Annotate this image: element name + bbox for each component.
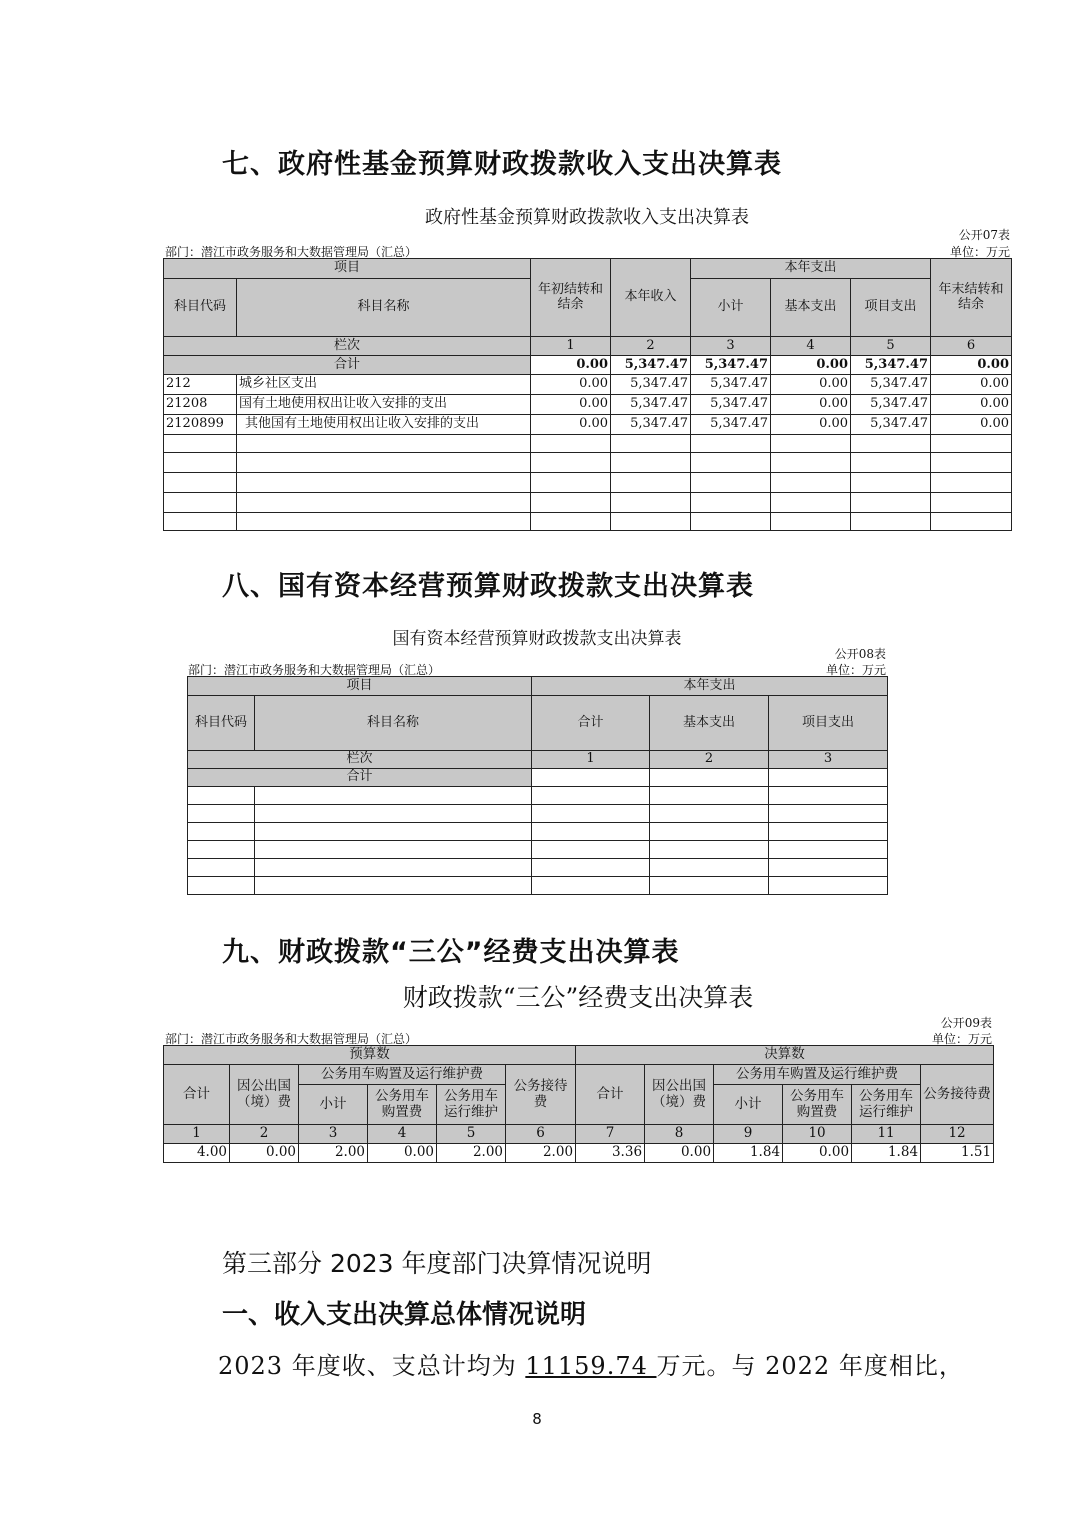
t9-h-budget: 预算数 xyxy=(164,1046,576,1065)
t9-cell: 4.00 xyxy=(164,1144,230,1163)
t7-cell: 0.00 xyxy=(931,415,1012,435)
para-text-b: 万元。与 2022 年度相比， xyxy=(656,1352,964,1380)
table8-unit: 单位：万元 xyxy=(825,663,886,677)
t7-name: 其他国有土地使用权出让收入安排的支出 xyxy=(237,415,531,435)
t7-col-no: 4 xyxy=(771,337,851,356)
t7-col-no: 6 xyxy=(931,337,1012,356)
t8-h-code: 科目代码 xyxy=(188,696,255,751)
t7-cell: 5,347.47 xyxy=(611,375,691,395)
t9-col-no: 2 xyxy=(230,1125,299,1144)
t7-cell: 5,347.47 xyxy=(851,375,931,395)
empty-row xyxy=(164,473,1012,493)
t7-h-project-exp: 项目支出 xyxy=(851,279,931,337)
table7-form-no: 公开07表 xyxy=(958,228,1010,242)
empty-row xyxy=(164,435,1012,453)
table7 xyxy=(163,258,1012,531)
t7-col-no: 3 xyxy=(691,337,771,356)
t7-lanci: 栏次 xyxy=(164,337,531,356)
part3-title: 第三部分 2023 年度部门决算情况说明 xyxy=(222,1249,652,1278)
t9-col-no: 10 xyxy=(783,1125,852,1144)
empty-row xyxy=(188,787,888,805)
t8-col-no: 1 xyxy=(532,751,650,769)
t9-h-total: 合计 xyxy=(576,1065,645,1125)
t7-h-project: 项目 xyxy=(164,259,531,279)
t7-code: 2120899 xyxy=(164,415,237,435)
t7-code: 212 xyxy=(164,375,237,395)
t9-cell: 0.00 xyxy=(230,1144,299,1163)
table-row xyxy=(164,375,1012,395)
empty-row xyxy=(164,493,1012,513)
table9-unit: 单位：万元 xyxy=(931,1032,992,1046)
empty-row xyxy=(188,805,888,823)
t9-h-reception: 公务接待费 xyxy=(921,1065,994,1125)
t9-col-no: 4 xyxy=(368,1125,437,1144)
table9-title: 财政拨款“三公”经费支出决算表 xyxy=(402,983,754,1012)
t7-cell: 0.00 xyxy=(771,415,851,435)
t7-h-income: 本年收入 xyxy=(611,259,691,337)
t9-h-subtotal: 小计 xyxy=(714,1085,783,1125)
t8-h-basic: 基本支出 xyxy=(650,696,769,751)
t7-total-cell: 0.00 xyxy=(771,356,851,375)
t8-col-no: 3 xyxy=(769,751,888,769)
t7-cell: 0.00 xyxy=(531,395,611,415)
table7-title: 政府性基金预算财政拨款收入支出决算表 xyxy=(425,207,749,228)
t8-total-label: 合计 xyxy=(188,769,532,787)
table9 xyxy=(163,1045,994,1163)
t7-total-cell: 0.00 xyxy=(931,356,1012,375)
t7-col-no: 2 xyxy=(611,337,691,356)
t7-h-basic: 基本支出 xyxy=(771,279,851,337)
t9-col-no: 9 xyxy=(714,1125,783,1144)
t7-h-carry-begin: 年初结转和结余 xyxy=(531,259,611,337)
t9-cell: 2.00 xyxy=(299,1144,368,1163)
table9-dept: 部门：潜江市政务服务和大数据管理局（汇总） xyxy=(165,1032,418,1046)
t9-cell: 0.00 xyxy=(783,1144,852,1163)
section9-heading: 九、财政拨款“三公”经费支出决算表 xyxy=(222,937,680,968)
empty-row xyxy=(164,513,1012,531)
t7-cell: 0.00 xyxy=(531,375,611,395)
t7-cell: 0.00 xyxy=(771,395,851,415)
t9-h-subtotal: 小计 xyxy=(299,1085,368,1125)
table8-dept: 部门：潜江市政务服务和大数据管理局（汇总） xyxy=(188,663,441,677)
t7-name: 国有土地使用权出让收入安排的支出 xyxy=(237,395,531,415)
t9-h-vehicle: 公务用车购置及运行维护费 xyxy=(714,1065,921,1085)
t7-h-subtotal: 小计 xyxy=(691,279,771,337)
t7-cell: 0.00 xyxy=(931,375,1012,395)
t8-h-total: 合计 xyxy=(532,696,650,751)
t9-cell: 1.84 xyxy=(714,1144,783,1163)
t9-h-vehicle: 公务用车购置及运行维护费 xyxy=(299,1065,506,1085)
t7-name: 城乡社区支出 xyxy=(237,375,531,395)
t7-total-cell: 0.00 xyxy=(531,356,611,375)
t9-cell: 0.00 xyxy=(368,1144,437,1163)
t9-col-no: 3 xyxy=(299,1125,368,1144)
t7-h-expense: 本年支出 xyxy=(691,259,931,279)
empty-row xyxy=(188,841,888,859)
t9-h-reception: 公务接待费 xyxy=(506,1065,576,1125)
t9-h-abroad: 因公出国（境）费 xyxy=(645,1065,714,1125)
t7-col-no: 5 xyxy=(851,337,931,356)
empty-row xyxy=(188,859,888,877)
t8-h-expense: 本年支出 xyxy=(532,677,888,696)
para-amount: 11159.74 xyxy=(525,1352,657,1380)
t7-cell: 5,347.47 xyxy=(851,395,931,415)
t9-cell: 0.00 xyxy=(645,1144,714,1163)
t7-h-carry-end: 年末结转和结余 xyxy=(931,259,1012,337)
t9-cell: 3.36 xyxy=(576,1144,645,1163)
t7-cell: 0.00 xyxy=(931,395,1012,415)
table7-unit: 单位：万元 xyxy=(949,245,1010,259)
t7-cell: 5,347.47 xyxy=(611,395,691,415)
t7-total-cell: 5,347.47 xyxy=(851,356,931,375)
t9-col-no: 1 xyxy=(164,1125,230,1144)
t7-total-label: 合计 xyxy=(164,356,531,375)
t9-cell: 2.00 xyxy=(437,1144,506,1163)
t9-h-operate: 公务用车运行维护 xyxy=(437,1085,506,1125)
t8-h-project-exp: 项目支出 xyxy=(769,696,888,751)
empty-row xyxy=(188,877,888,895)
section7-heading: 七、政府性基金预算财政拨款收入支出决算表 xyxy=(222,149,782,180)
table-row xyxy=(164,1144,994,1163)
t9-col-no: 5 xyxy=(437,1125,506,1144)
t9-col-no: 11 xyxy=(852,1125,921,1144)
t8-lanci: 栏次 xyxy=(188,751,532,769)
empty-row xyxy=(164,453,1012,473)
t9-h-final: 决算数 xyxy=(576,1046,994,1065)
t7-cell: 5,347.47 xyxy=(691,415,771,435)
t9-cell: 1.84 xyxy=(852,1144,921,1163)
t7-cell: 0.00 xyxy=(771,375,851,395)
t9-h-total: 合计 xyxy=(164,1065,230,1125)
para-text-a: 2023 年度收、支总计均为 xyxy=(218,1352,526,1380)
t7-cell: 5,347.47 xyxy=(851,415,931,435)
t7-cell: 5,347.47 xyxy=(691,375,771,395)
section8-heading: 八、国有资本经营预算财政拨款支出决算表 xyxy=(222,571,754,602)
t9-col-no: 8 xyxy=(645,1125,714,1144)
part3-subheading: 一、收入支出决算总体情况说明 xyxy=(222,1300,587,1330)
t7-h-name: 科目名称 xyxy=(237,279,531,337)
t9-h-abroad: 因公出国（境）费 xyxy=(230,1065,299,1125)
empty-row xyxy=(188,823,888,841)
t7-total-cell: 5,347.47 xyxy=(691,356,771,375)
t7-cell: 5,347.47 xyxy=(611,415,691,435)
table8-title: 国有资本经营预算财政拨款支出决算表 xyxy=(392,629,682,649)
t7-code: 21208 xyxy=(164,395,237,415)
table8 xyxy=(187,676,888,895)
t9-h-purchase: 公务用车购置费 xyxy=(783,1085,852,1125)
t9-h-operate: 公务用车运行维护 xyxy=(852,1085,921,1125)
t7-cell: 0.00 xyxy=(531,415,611,435)
t7-total-cell: 5,347.47 xyxy=(611,356,691,375)
t9-col-no: 6 xyxy=(506,1125,576,1144)
t7-col-no: 1 xyxy=(531,337,611,356)
t8-h-project: 项目 xyxy=(188,677,532,696)
t9-col-no: 7 xyxy=(576,1125,645,1144)
t9-cell: 1.51 xyxy=(921,1144,994,1163)
t8-h-name: 科目名称 xyxy=(255,696,532,751)
t8-col-no: 2 xyxy=(650,751,769,769)
table-row xyxy=(164,395,1012,415)
table8-form-no: 公开08表 xyxy=(834,647,886,661)
t7-cell: 5,347.47 xyxy=(691,395,771,415)
table7-dept: 部门：潜江市政务服务和大数据管理局（汇总） xyxy=(165,245,418,259)
table-row xyxy=(164,415,1012,435)
table9-form-no: 公开09表 xyxy=(940,1016,992,1030)
t9-h-purchase: 公务用车购置费 xyxy=(368,1085,437,1125)
t9-col-no: 12 xyxy=(921,1125,994,1144)
t9-cell: 2.00 xyxy=(506,1144,576,1163)
part3-paragraph xyxy=(218,1346,964,1381)
t7-h-code: 科目代码 xyxy=(164,279,237,337)
page-number: 8 xyxy=(532,1410,542,1428)
